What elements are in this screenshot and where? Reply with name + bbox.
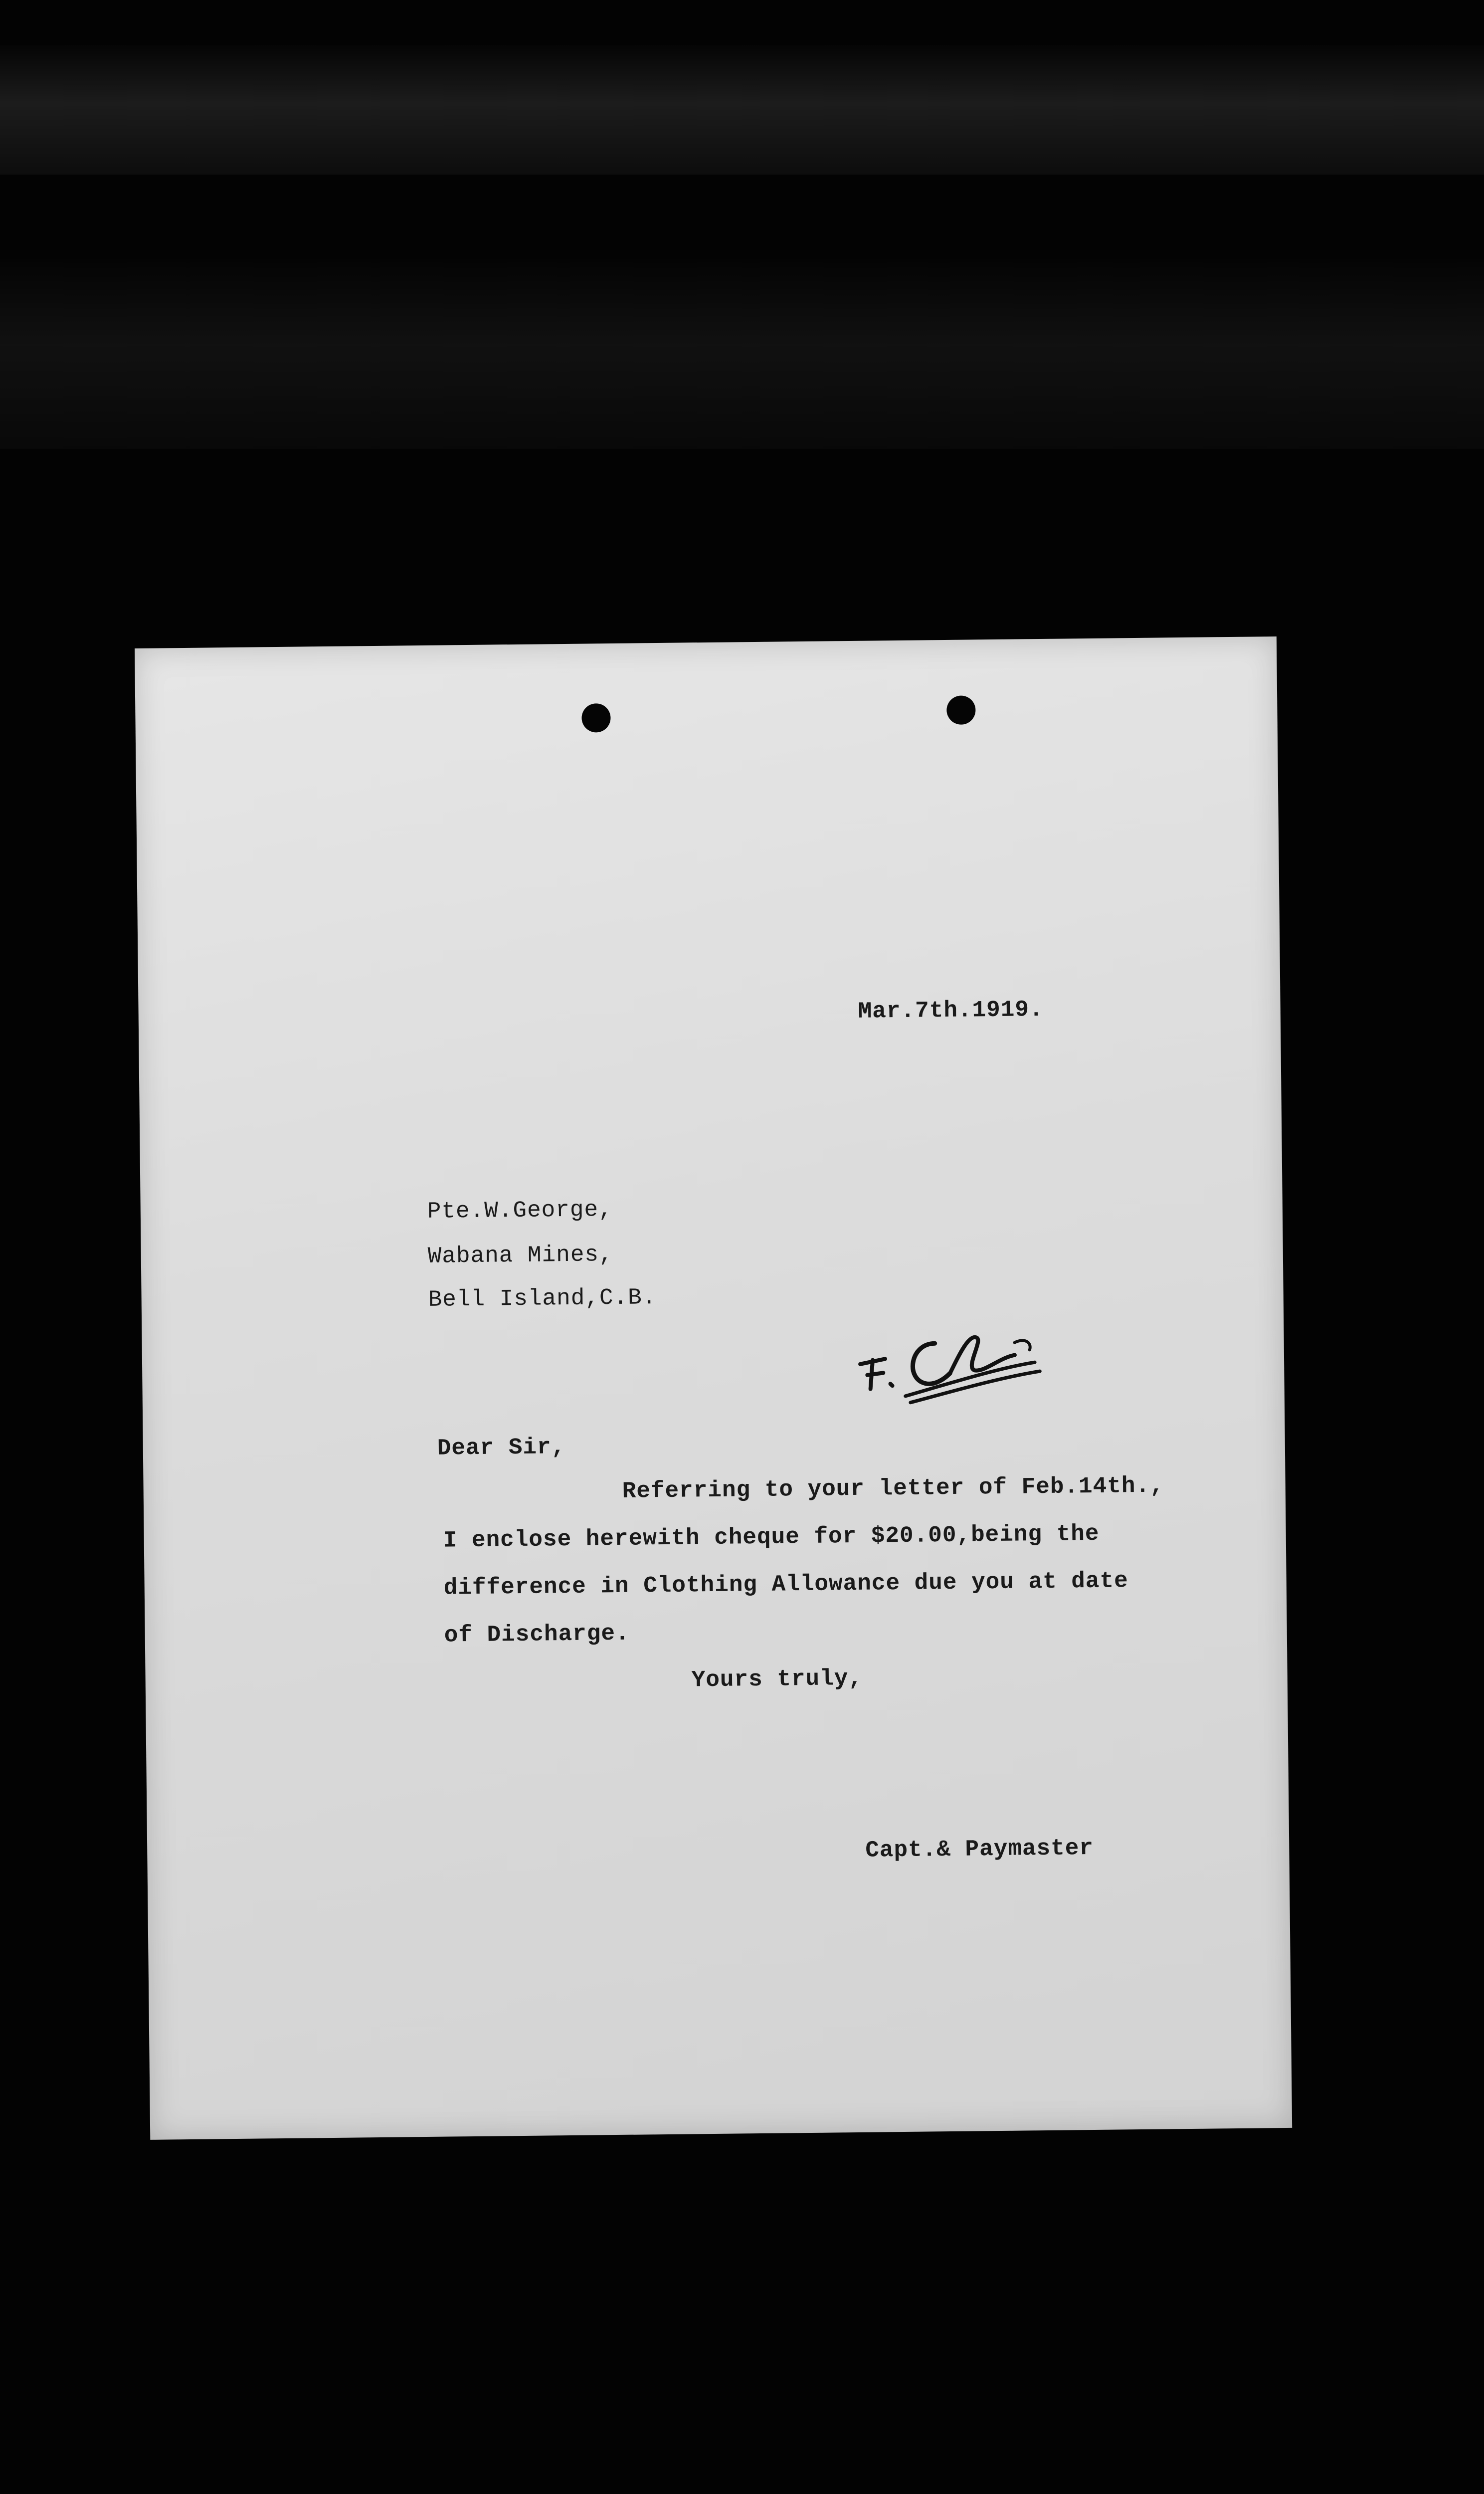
letter-page: [135, 636, 1292, 2140]
signatory-title: Capt.& Paymaster: [865, 1835, 1094, 1864]
letter-date: Mar.7th.1919.: [858, 996, 1044, 1025]
body-line-4: of Discharge.: [444, 1620, 630, 1649]
address-line-2: Wabana Mines,: [427, 1242, 613, 1269]
closing: Yours truly,: [691, 1665, 863, 1693]
address-line-3: Bell Island,C.B.: [428, 1284, 657, 1313]
punch-hole-left: [581, 703, 611, 733]
film-shadow-band: [0, 259, 1484, 449]
punch-hole-right: [946, 695, 976, 725]
film-edge-band: [0, 45, 1484, 175]
salutation: Dear Sir,: [437, 1434, 566, 1461]
body-line-2: I enclose herewith cheque for $20.00,being the: [443, 1520, 1100, 1554]
body-line-3: difference in Clothing Allowance due you at date: [443, 1568, 1128, 1601]
signature-initials: [850, 1307, 1060, 1409]
body-line-1: Referring to your letter of Feb.14th.,: [622, 1472, 1164, 1504]
address-line-1: Pte.W.George,: [427, 1197, 613, 1225]
